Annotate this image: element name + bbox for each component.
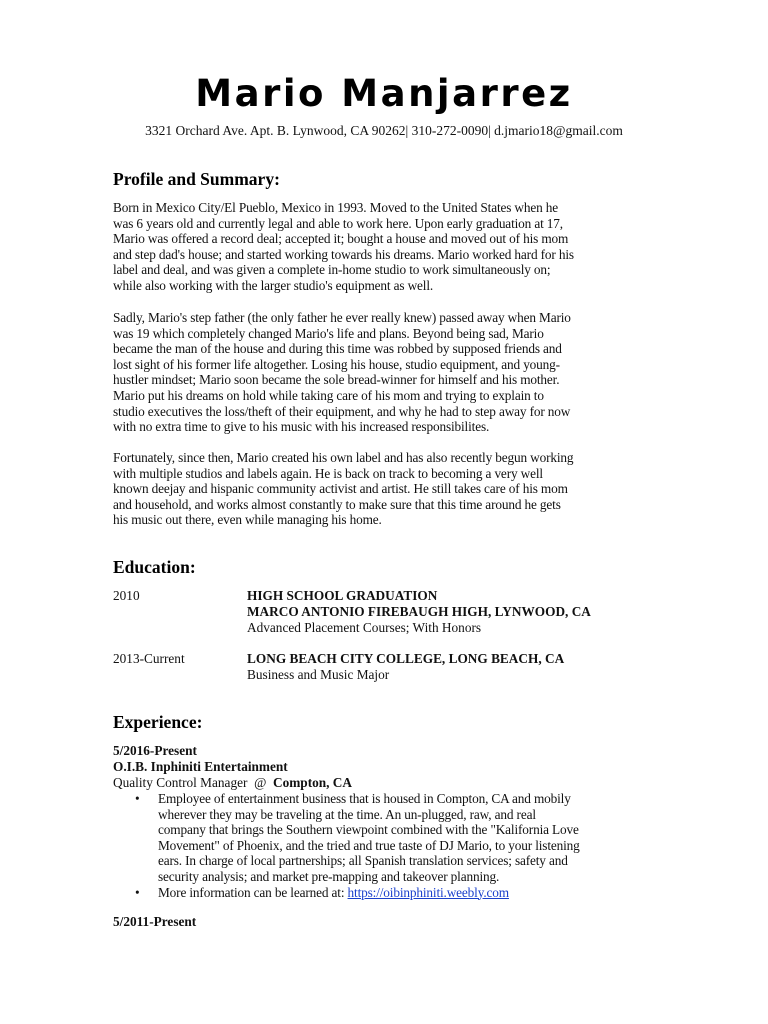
contact-line: 3321 Orchard Ave. Apt. B. Lynwood, CA 90262| 310-272-0090| d.jmario18@gmail.com (145, 123, 623, 138)
bullet-icon: • (135, 791, 140, 806)
profile-heading: Profile and Summary: (113, 169, 280, 189)
job-title: Quality Control Manager @ (113, 775, 273, 790)
website-link[interactable]: https://oibinphiniti.weebly.com (347, 884, 509, 900)
job-company: O.I.B. Inphiniti Entertainment (113, 759, 288, 774)
profile-paragraph-2: Sadly, Mario's step father (the only father he ever really knew) passed away when Mario was 19 which completely changed Mario's life and plans. Beyond being sad, Mario became the man of the house and during this time was robbed by supposed friends and lost sight of his former life altogether. Losing his house, studio equipment, and young- hustler mindset; Mario soon became the sole bread-winner for himself and his mother. Mario put his dreams on hold while taking care of his mom and trying to explain to studio executives the loss/theft of their equipment, and why he had to step away for now with no extra time to give to his music with his increased responsibilites. (113, 310, 571, 435)
profile-paragraph-1: Born in Mexico City/El Pueblo, Mexico in 1993. Moved to the United States when he was 6 years old and currently legal and able to work here. Upon early graduation at 17, Mario was offered a record deal; accepted it; bought a house and moved out of his mom and step dad's house; and started working towards his dreams. Mario worked hard for his label and deal, and was given a complete in-home studio to work simultaneously on; while also working with the larger studio's equipment as well. (113, 200, 574, 293)
list-item (113, 791, 658, 885)
job-dates: 5/2016-Present (113, 743, 197, 758)
list-item (113, 885, 658, 901)
education-year: 2013-Current (113, 651, 185, 666)
education-school: MARCO ANTONIO FIREBAUGH HIGH, LYNWOOD, CA (247, 604, 591, 619)
education-detail (247, 651, 687, 683)
candidate-name: Mario Manjarrez (195, 72, 573, 115)
job-role (113, 775, 352, 791)
job-bullet-list (113, 791, 658, 900)
education-heading: Education: (113, 557, 196, 577)
job-location: Compton, CA (272, 775, 353, 790)
job-dates: 5/2011-Present (113, 914, 197, 929)
bullet-text: More information can be learned at: (158, 884, 348, 900)
education-note: Business and Music Major (247, 667, 390, 682)
education-detail (247, 588, 687, 636)
education-note: Advanced Placement Courses; With Honors (247, 620, 482, 635)
education-year: 2010 (113, 588, 140, 603)
bullet-text: Employee of entertainment business that is housed in Compton, CA and mobily wherever they may be traveling at the time. An un-plugged, raw, and real company that brings the Southern viewpoint combined with the "Kalifornia Love Movement" of Phoenix, and the tried and true taste of DJ Mario, to your listening ears. In charge of local partnerships; all Spanish translation services; safety and security analysis; and market pre-mapping and takeover planning. (158, 791, 580, 884)
experience-heading: Experience: (113, 712, 203, 732)
bullet-icon: • (135, 884, 140, 900)
education-school: LONG BEACH CITY COLLEGE, LONG BEACH, CA (247, 651, 565, 666)
education-title: HIGH SCHOOL GRADUATION (247, 588, 438, 603)
profile-paragraph-3: Fortunately, since then, Mario created his own label and has also recently begun working with multiple studios and labels again. He is back on track to becoming a very well known deejay and hispanic community activist and artist. He still takes care of his mom and household, and works almost constantly to make sure that this time around he gets his music out there, even while managing his home. (113, 450, 574, 528)
